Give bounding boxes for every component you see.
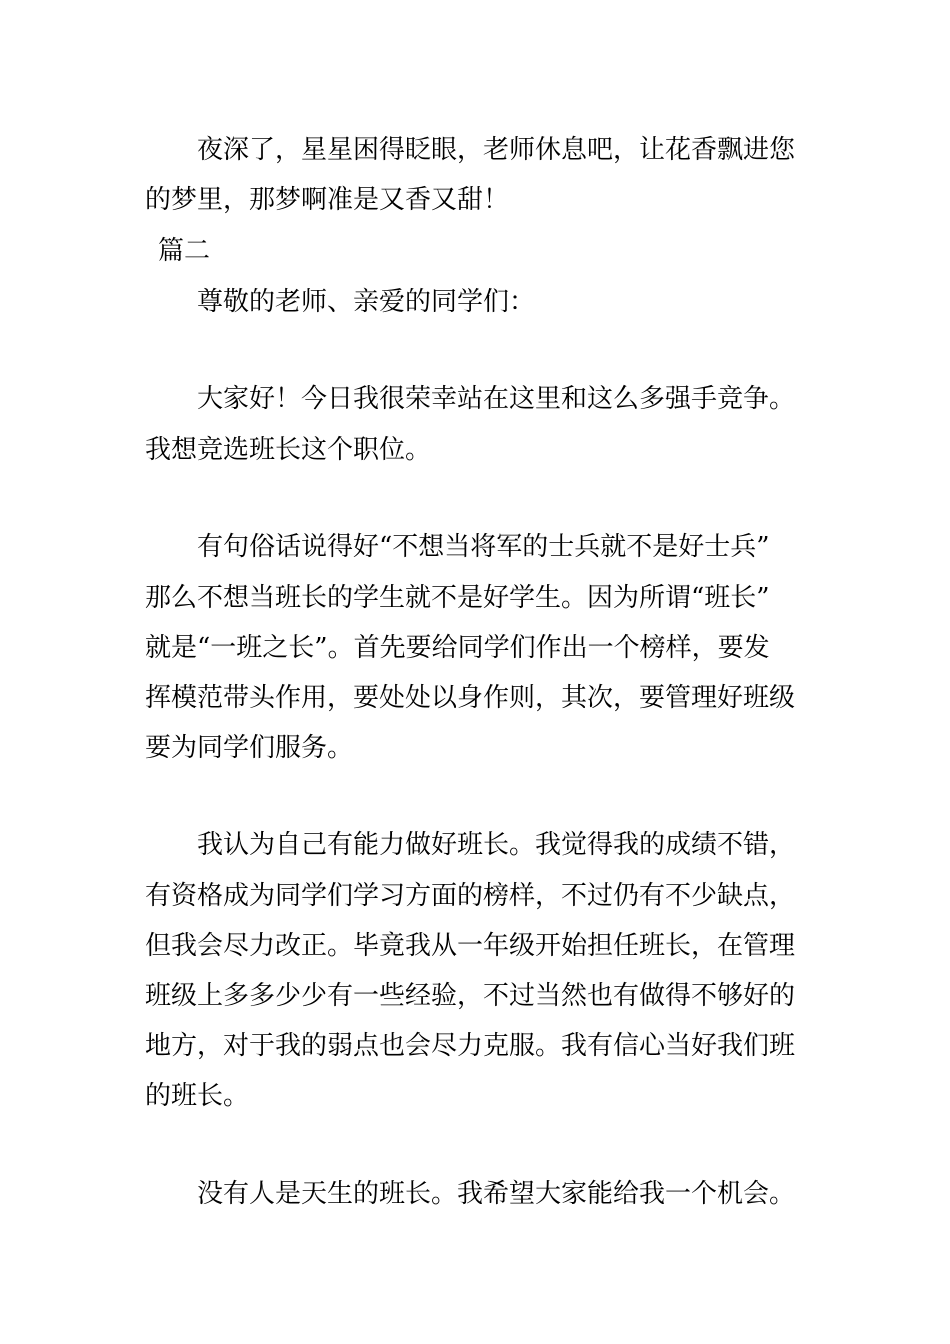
paragraph-4-line-5: 地方，对于我的弱点也会尽力克服。我有信心当好我们班 xyxy=(145,1031,796,1061)
paragraph-3-line-5: 要为同学们服务。 xyxy=(145,733,354,763)
paragraph-1-line-1: 夜深了，星星困得眨眼，老师休息吧，让花香飘进您 xyxy=(197,135,796,165)
paragraph-3-line-3: 就是“一班之长”。首先要给同学们作出一个榜样，要发 xyxy=(145,633,770,663)
salutation: 尊敬的老师、亲爱的同学们： xyxy=(197,287,536,317)
paragraph-2-line-1: 大家好！今日我很荣幸站在这里和这么多强手竞争。 xyxy=(197,384,796,414)
section-heading: 篇二 xyxy=(158,236,211,266)
paragraph-3-line-4: 挥模范带头作用，要处处以身作则，其次，要管理好班级 xyxy=(145,683,796,713)
paragraph-4-line-1: 我认为自己有能力做好班长。我觉得我的成绩不错， xyxy=(197,830,796,860)
paragraph-1-line-2: 的梦里，那梦啊准是又香又甜！ xyxy=(145,185,510,215)
paragraph-3-line-2: 那么不想当班长的学生就不是好学生。因为所谓“班长” xyxy=(145,583,770,613)
paragraph-4-line-6: 的班长。 xyxy=(145,1081,250,1111)
paragraph-2-line-2: 我想竞选班长这个职位。 xyxy=(145,435,432,465)
paragraph-4-line-3: 但我会尽力改正。毕竟我从一年级开始担任班长，在管理 xyxy=(145,931,796,961)
paragraph-3-line-1: 有句俗话说得好“不想当将军的士兵就不是好士兵” xyxy=(197,532,770,562)
paragraph-4-line-4: 班级上多多少少有一些经验，不过当然也有做得不够好的 xyxy=(145,981,796,1011)
paragraph-5-line-1: 没有人是天生的班长。我希望大家能给我一个机会。 xyxy=(197,1179,796,1209)
paragraph-4-line-2: 有资格成为同学们学习方面的榜样，不过仍有不少缺点， xyxy=(145,881,796,911)
